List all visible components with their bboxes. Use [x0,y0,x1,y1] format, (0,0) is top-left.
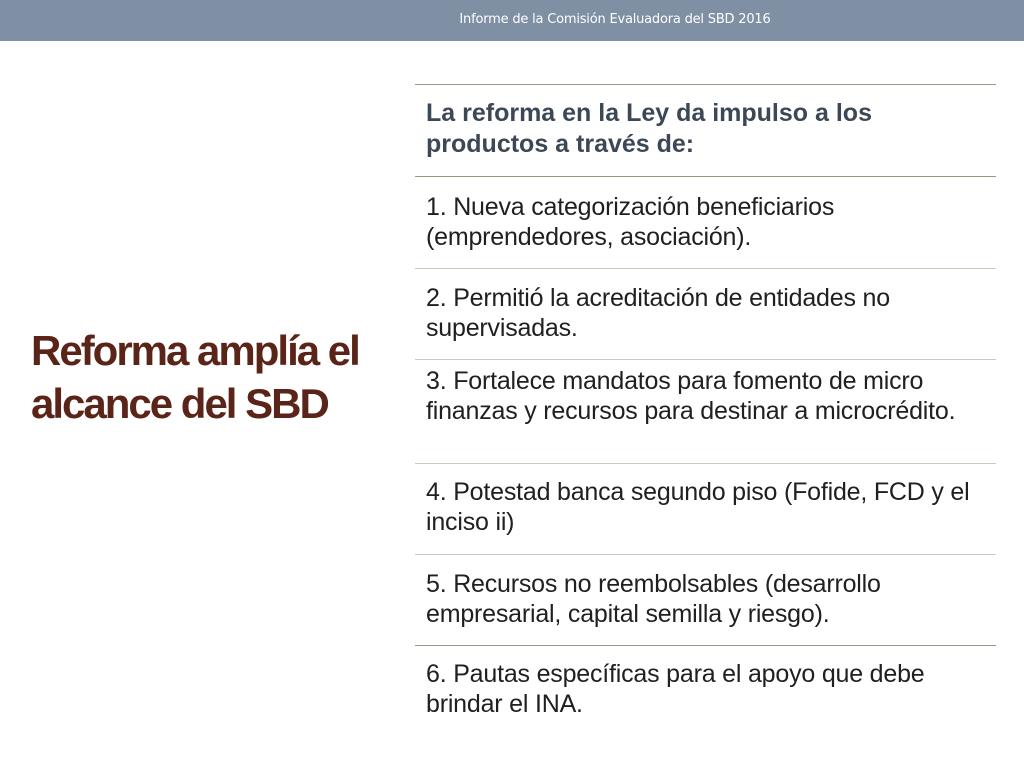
table-row [415,269,996,360]
table-row [415,177,996,269]
header-bar [0,0,1024,41]
table-row [415,646,996,734]
header-text: Informe de la Comisión Evaluadora del SBD 2016 [459,12,771,27]
slide-title: Reforma amplía el alcance del SBD [31,327,359,427]
table-row-text: 2. Permitió la acreditación de entidades no supervisadas. [426,284,890,342]
table-row [415,464,996,555]
table-row-text: 5. Recursos no reembolsables (desarrollo empresarial, capital semilla y riesgo). [426,570,881,628]
table-row [415,555,996,646]
table-heading: La reforma en la Ley da impulso a los productos a través de: [426,99,872,158]
table-row-text: 1. Nueva categorización beneficiarios (emprendedores, asociación). [426,193,835,251]
table-row-text: 3. Fortalece mandatos para fomento de micro finanzas y recursos para destinar a microcrédito. [426,367,956,425]
content-table [415,84,996,734]
table-row-text: 6. Pautas específicas para el apoyo que debe brindar el INA. [426,660,925,718]
table-row-text: 4. Potestad banca segundo piso (Fofide, FCD y el inciso ii) [426,478,970,536]
table-header [415,84,996,177]
table-row [415,360,996,464]
